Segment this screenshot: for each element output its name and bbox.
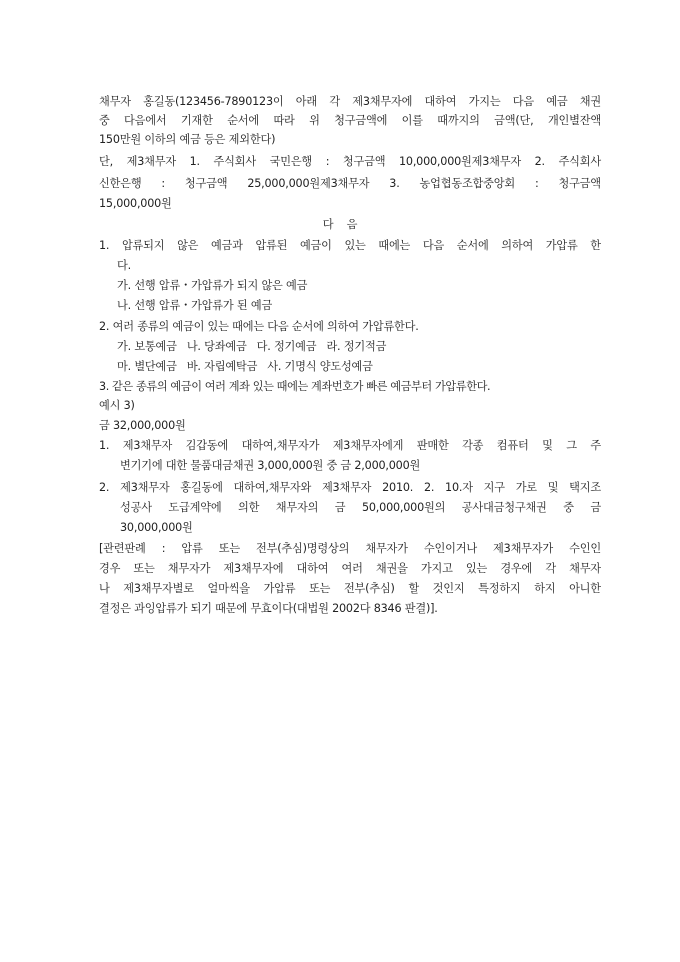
word: 나	[99, 582, 110, 595]
word: 제3채무자	[122, 439, 173, 452]
word: 주식회사	[558, 155, 601, 168]
word: 2.	[534, 155, 545, 168]
word: 및	[542, 439, 553, 452]
example-2-line-2	[120, 500, 601, 516]
word: 1.	[99, 239, 110, 252]
intro-line-1	[99, 94, 601, 110]
word: 각종	[462, 439, 484, 452]
word: 제3채무자	[321, 481, 372, 494]
word: 있는	[465, 562, 488, 575]
word: 또는	[133, 562, 155, 575]
word: 대하여	[296, 562, 329, 575]
word: 성공사	[120, 501, 152, 514]
rule-2-row-1: 가. 보통예금 나. 당좌예금 다. 정기예금 라. 정기적금	[117, 340, 387, 353]
word: 3.	[389, 177, 400, 190]
word: 청구금액에	[334, 114, 388, 127]
example-label: 예시 3)	[99, 399, 135, 412]
word: 홍길동(123456-7890123이	[143, 95, 284, 108]
word: 대하여,채무자와	[233, 481, 312, 494]
word: 여러	[341, 562, 363, 575]
word: 전부(추심)	[343, 582, 395, 595]
intro-line-3: 150만원 이하의 예금 등은 제외한다)	[99, 133, 276, 146]
word: 신한은행	[99, 177, 142, 190]
word: 수인이거나	[423, 542, 477, 555]
word: 따라	[273, 114, 295, 127]
word: 청구금액	[184, 177, 228, 190]
word: 컴퓨터	[496, 439, 529, 452]
rule-3: 3. 같은 종류의 예금이 여러 계좌 있는 때에는 계좌번호가 빠른 예금부터 가압류한다.	[99, 380, 491, 393]
word: 기재한	[180, 114, 213, 127]
word: 있는	[344, 239, 366, 252]
word: 채무자	[99, 95, 131, 108]
example-2-line-1	[99, 480, 601, 496]
intro-line-4	[99, 154, 601, 170]
word: 채무자의	[275, 501, 319, 514]
word: 예금이	[299, 239, 332, 252]
word: 2.	[99, 481, 110, 494]
word: 위	[309, 114, 320, 127]
word: 것인지	[432, 582, 465, 595]
word: 금	[334, 501, 346, 514]
word: [관련판례	[99, 542, 146, 555]
word: 그	[566, 439, 577, 452]
word: 수인인	[569, 542, 601, 555]
word: 채권	[579, 95, 601, 108]
word: 압류된	[255, 239, 288, 252]
word: 다음	[512, 95, 534, 108]
precedent-line-2	[99, 561, 601, 577]
rule-2: 2. 여러 종류의 예금이 있는 때에는 다음 순서에 의하여 가압류한다.	[99, 320, 419, 333]
word: 2.	[423, 481, 435, 494]
word: 의하여	[501, 239, 534, 252]
word: :	[161, 542, 166, 555]
word: 채무자	[569, 562, 601, 575]
word: 제3채무자에	[352, 95, 413, 108]
word: 택지조	[569, 481, 601, 494]
word: 각	[545, 562, 556, 575]
rule-1-line-2: 다.	[117, 259, 131, 272]
word: 채무자가	[365, 542, 408, 555]
intro-line-5	[99, 176, 601, 192]
word: 한	[590, 239, 601, 252]
word: 때까지의	[437, 114, 480, 127]
word: 할	[408, 582, 419, 595]
word: 판매한	[416, 439, 449, 452]
word: 때에는	[378, 239, 411, 252]
precedent-line-3	[99, 581, 601, 597]
rule-2-row-2: 마. 별단예금 바. 자립예탁금 사. 기명식 양도성예금	[117, 360, 373, 373]
word: 김갑동에	[185, 439, 229, 452]
word: 홍길동에	[180, 481, 223, 494]
word: 단,	[99, 155, 113, 168]
word: 하지	[534, 582, 556, 595]
example-1-line-2: 변기기에 대한 물품대금채권 3,000,000원 중 금 2,000,000원	[120, 459, 421, 472]
word: 1.	[189, 155, 200, 168]
word: 또는	[309, 582, 331, 595]
precedent-line-1	[99, 541, 601, 557]
word: 예금	[546, 95, 568, 108]
word: 대하여	[424, 95, 457, 108]
word: 50,000,000원의	[361, 501, 446, 514]
word: 가지는	[468, 95, 501, 108]
word: 순서에	[227, 114, 260, 127]
word: 제3채무자별로	[123, 582, 194, 595]
intro-line-2	[99, 113, 601, 129]
word: 다음	[422, 239, 445, 252]
word: 않은	[177, 239, 199, 252]
word: 가지고	[420, 562, 453, 575]
word: 1.	[99, 439, 110, 452]
word: 의한	[238, 501, 260, 514]
word: :	[534, 177, 539, 190]
word: 각	[329, 95, 340, 108]
word: 경우	[99, 562, 121, 575]
word: 10,000,000원제3채무자	[398, 155, 521, 168]
word: 중	[99, 114, 110, 127]
word: 국민은행	[269, 155, 313, 168]
example-1-line-1	[99, 438, 601, 454]
word: 제3채무자에게	[332, 439, 404, 452]
word: 압류되지	[121, 239, 165, 252]
word: 아니한	[569, 582, 601, 595]
word: 10.자	[445, 481, 473, 494]
rule-1-item-a: 가. 선행 압류・가압류가 되지 않은 예금	[117, 279, 308, 292]
word: 얼마씩을	[207, 582, 250, 595]
word: 가압류	[263, 582, 296, 595]
word: 특정하지	[478, 582, 521, 595]
word: 압류	[181, 542, 203, 555]
word: 경우에	[500, 562, 533, 575]
word: 청구금액	[342, 155, 386, 168]
word: 2010.	[382, 481, 414, 494]
word: 채권을	[375, 562, 408, 575]
example-amount: 금 32,000,000원	[99, 419, 186, 432]
intro-line-6: 15,000,000원	[99, 197, 172, 210]
word: 주식회사	[213, 155, 256, 168]
word: 농업협동조합중앙회	[419, 177, 515, 190]
section-heading: 다 음	[322, 218, 358, 231]
word: 25,000,000원제3채무자	[247, 177, 370, 190]
rule-1-item-b: 나. 선행 압류・가압류가 된 예금	[117, 299, 273, 312]
word: 다음에서	[124, 114, 167, 127]
word: 대하여,채무자가	[241, 439, 320, 452]
word: 지구	[483, 481, 505, 494]
word: 청구금액	[558, 177, 601, 190]
word: 공사대금청구채권	[461, 501, 547, 514]
word: 금액(단,	[494, 114, 534, 127]
word: 중	[563, 501, 574, 514]
word: 주	[590, 439, 601, 452]
word: 제3채무자에	[223, 562, 284, 575]
word: 아래	[295, 95, 318, 108]
word: 도급계약에	[168, 501, 222, 514]
word: 가압류	[545, 239, 578, 252]
example-2-line-3: 30,000,000원	[120, 521, 193, 534]
word: 예금과	[210, 239, 243, 252]
word: 순서에	[456, 239, 489, 252]
word: 금	[590, 501, 601, 514]
word: 가로	[515, 481, 537, 494]
rule-1-line-1	[99, 238, 601, 254]
word: :	[325, 155, 330, 168]
word: 개인별잔액	[547, 114, 601, 127]
word: 제3채무자	[120, 481, 170, 494]
word: 전부(추심)명령상의	[256, 542, 350, 555]
word: 제3채무자	[126, 155, 176, 168]
word: 이를	[401, 114, 423, 127]
word: 제3채무자가	[493, 542, 554, 555]
precedent-line-4: 결정은 과잉압류가 되기 때문에 무효이다(대법원 2002다 8346 판결)].	[99, 602, 438, 615]
word: :	[161, 177, 165, 190]
word: 채무자가	[167, 562, 211, 575]
word: 및	[547, 481, 559, 494]
word: 또는	[218, 542, 240, 555]
